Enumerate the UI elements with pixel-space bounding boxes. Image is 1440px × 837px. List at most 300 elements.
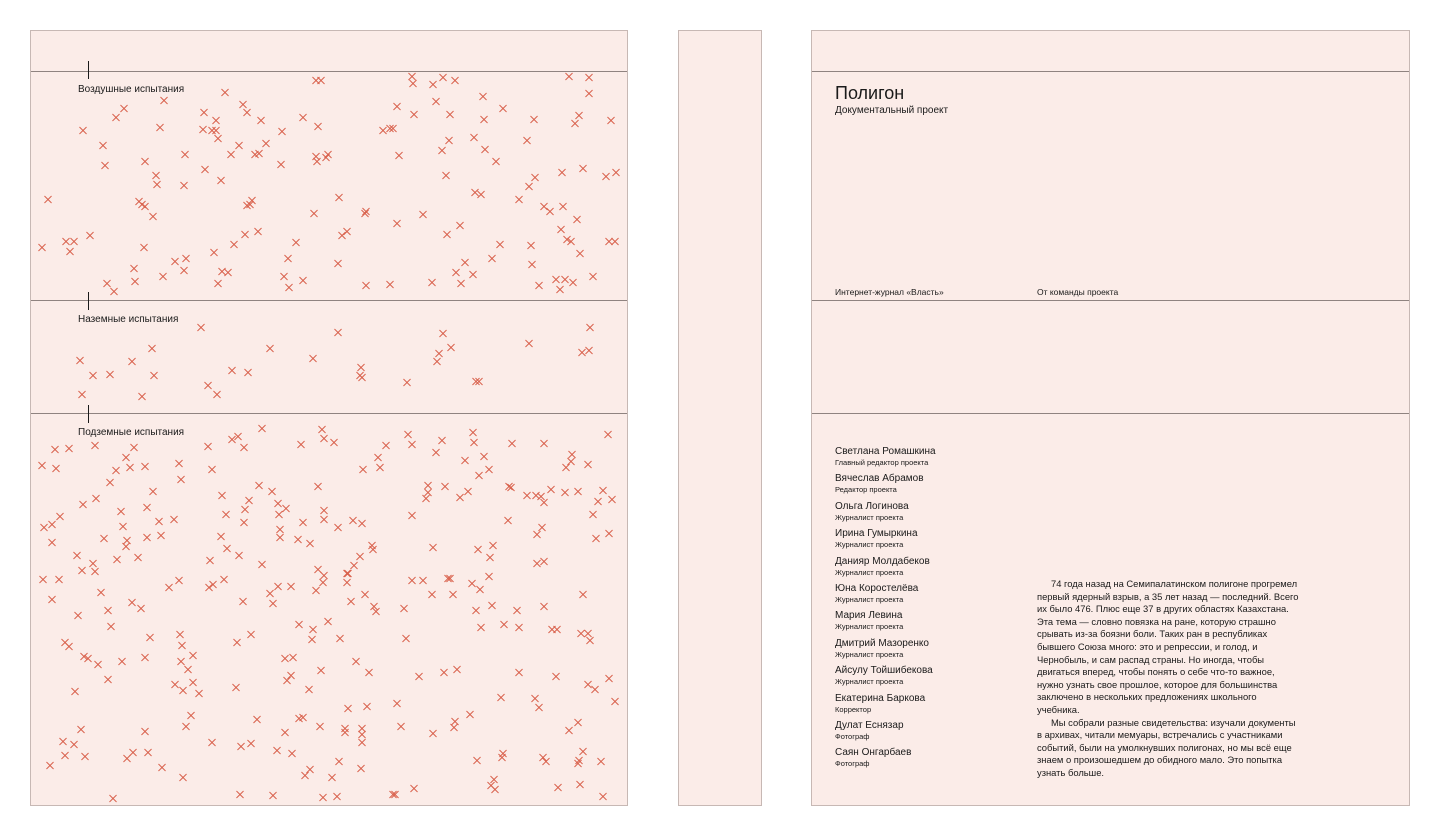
test-mark <box>461 457 469 465</box>
test-mark <box>471 189 479 197</box>
test-mark <box>530 115 538 123</box>
test-mark <box>464 488 472 496</box>
test-mark <box>295 620 303 628</box>
test-mark <box>285 284 293 292</box>
test-mark <box>568 451 576 459</box>
test-mark <box>611 698 619 706</box>
test-mark <box>65 444 73 452</box>
test-mark <box>415 673 423 681</box>
test-mark <box>540 440 548 448</box>
test-mark <box>456 222 464 230</box>
test-mark <box>310 210 318 218</box>
test-mark <box>239 597 247 605</box>
team-member <box>835 693 1025 720</box>
test-mark <box>122 454 130 462</box>
from-team-label: От команды проекта <box>1037 287 1119 297</box>
test-mark <box>128 358 136 366</box>
test-mark <box>515 624 523 632</box>
test-mark <box>313 157 321 165</box>
test-mark <box>255 481 263 489</box>
test-mark <box>591 686 599 694</box>
test-mark <box>513 607 521 615</box>
team-member <box>835 501 1025 528</box>
test-mark <box>362 208 370 216</box>
test-mark <box>365 669 373 677</box>
test-mark <box>452 268 460 276</box>
test-mark <box>141 157 149 165</box>
test-mark <box>220 575 228 583</box>
test-mark <box>38 244 46 252</box>
test-mark <box>344 704 352 712</box>
test-mark <box>335 758 343 766</box>
test-mark <box>584 460 592 468</box>
member-name: Данияр Молдабеков <box>835 555 930 567</box>
test-mark <box>176 630 184 638</box>
test-mark <box>277 161 285 169</box>
test-mark <box>344 570 352 578</box>
test-mark <box>389 124 397 132</box>
test-mark <box>573 216 581 224</box>
publisher-label: Интернет-журнал «Власть» <box>835 287 944 297</box>
test-mark <box>474 545 482 553</box>
divider <box>31 71 627 72</box>
test-mark <box>429 729 437 737</box>
test-mark <box>382 442 390 450</box>
test-mark <box>480 115 488 123</box>
test-mark <box>320 506 328 514</box>
test-mark <box>175 459 183 467</box>
test-mark <box>486 553 494 561</box>
test-mark <box>408 511 416 519</box>
test-mark <box>204 381 212 389</box>
test-mark <box>306 539 314 547</box>
test-mark <box>165 583 173 591</box>
test-mark <box>228 366 236 374</box>
test-mark <box>181 150 189 158</box>
test-mark <box>241 231 249 239</box>
test-mark <box>287 583 295 591</box>
test-mark <box>205 584 213 592</box>
test-mark <box>123 754 131 762</box>
test-mark <box>352 657 360 665</box>
section-tick <box>88 405 89 423</box>
test-mark <box>318 426 326 434</box>
test-mark <box>586 637 594 645</box>
test-mark <box>611 238 619 246</box>
test-mark <box>376 464 384 472</box>
test-mark <box>189 679 197 687</box>
test-mark <box>485 573 493 581</box>
test-mark <box>489 541 497 549</box>
test-mark <box>268 487 276 495</box>
test-mark <box>319 579 327 587</box>
test-mark <box>599 793 607 801</box>
test-mark <box>569 279 577 287</box>
test-mark <box>585 74 593 82</box>
test-mark <box>143 533 151 541</box>
test-mark <box>446 574 454 582</box>
project-panel <box>811 30 1410 806</box>
test-mark <box>284 254 292 262</box>
test-mark <box>472 607 480 615</box>
test-mark <box>138 392 146 400</box>
test-mark <box>496 240 504 248</box>
test-mark <box>189 651 197 659</box>
test-mark <box>239 101 247 109</box>
test-mark <box>288 749 296 757</box>
test-mark <box>171 257 179 265</box>
test-mark <box>314 483 322 491</box>
test-mark <box>565 72 573 80</box>
test-mark <box>247 740 255 748</box>
test-mark <box>428 591 436 599</box>
test-mark <box>204 443 212 451</box>
team-member <box>835 610 1025 637</box>
member-role: Редактор проекта <box>835 485 897 495</box>
test-mark <box>70 238 78 246</box>
test-mark <box>254 228 262 236</box>
test-mark <box>48 521 56 529</box>
test-mark <box>438 436 446 444</box>
team-member <box>835 556 1025 583</box>
test-mark <box>221 89 229 97</box>
test-mark <box>152 171 160 179</box>
test-mark <box>236 791 244 799</box>
test-mark <box>397 722 405 730</box>
test-mark <box>317 666 325 674</box>
test-mark <box>156 123 164 131</box>
test-mark <box>243 109 251 117</box>
test-mark <box>301 771 309 779</box>
test-mark <box>253 715 261 723</box>
test-mark <box>244 368 252 376</box>
test-mark <box>356 552 364 560</box>
test-mark <box>195 689 203 697</box>
test-mark <box>213 390 221 398</box>
test-mark <box>235 141 243 149</box>
test-mark <box>107 623 115 631</box>
test-mark <box>175 577 183 585</box>
test-mark <box>333 793 341 801</box>
divider <box>812 300 1409 301</box>
test-mark <box>180 182 188 190</box>
test-mark <box>442 171 450 179</box>
test-mark <box>358 730 366 738</box>
test-mark <box>97 588 105 596</box>
test-mark <box>99 142 107 150</box>
test-mark <box>589 272 597 280</box>
test-mark <box>135 198 143 206</box>
test-mark <box>143 504 151 512</box>
team-member <box>835 528 1025 555</box>
test-mark <box>435 349 443 357</box>
test-mark <box>89 559 97 567</box>
test-mark <box>106 478 114 486</box>
test-mark <box>497 693 505 701</box>
test-mark <box>604 431 612 439</box>
test-mark <box>118 658 126 666</box>
test-mark <box>79 126 87 134</box>
test-mark <box>257 117 265 125</box>
test-mark <box>184 665 192 673</box>
test-mark <box>86 232 94 240</box>
test-mark <box>424 481 432 489</box>
test-mark <box>539 753 547 761</box>
divider <box>812 413 1409 414</box>
test-mark <box>210 248 218 256</box>
test-mark <box>299 276 307 284</box>
page-title: Полигон <box>835 83 905 103</box>
test-mark <box>89 372 97 380</box>
test-mark <box>187 711 195 719</box>
test-mark <box>330 438 338 446</box>
test-mark <box>535 281 543 289</box>
test-mark <box>358 738 366 746</box>
test-mark <box>608 495 616 503</box>
test-mark <box>282 504 290 512</box>
test-mark <box>433 357 441 365</box>
test-mark <box>212 117 220 125</box>
test-mark <box>527 241 535 249</box>
test-mark <box>602 173 610 181</box>
test-mark <box>500 621 508 629</box>
test-mark <box>561 275 569 283</box>
test-mark <box>208 738 216 746</box>
test-mark <box>240 444 248 452</box>
test-mark <box>180 267 188 275</box>
test-mark <box>451 77 459 85</box>
test-mark <box>469 270 477 278</box>
test-mark <box>77 725 85 733</box>
test-mark <box>480 453 488 461</box>
test-mark <box>439 329 447 337</box>
test-mark <box>466 710 474 718</box>
test-mark <box>546 207 554 215</box>
test-mark <box>237 742 245 750</box>
test-mark <box>141 653 149 661</box>
test-mark <box>456 494 464 502</box>
test-mark <box>400 604 408 612</box>
team-member <box>835 638 1025 665</box>
test-mark <box>357 363 365 371</box>
test-mark <box>258 425 266 433</box>
test-mark <box>533 560 541 568</box>
test-mark <box>515 669 523 677</box>
test-mark <box>357 765 365 773</box>
test-mark <box>281 654 289 662</box>
test-mark <box>585 89 593 97</box>
test-mark <box>179 774 187 782</box>
test-mark <box>324 617 332 625</box>
test-mark <box>240 519 248 527</box>
test-mark <box>350 562 358 570</box>
test-mark <box>103 279 111 287</box>
test-mark <box>574 719 582 727</box>
test-mark <box>597 758 605 766</box>
test-mark <box>449 590 457 598</box>
test-mark <box>251 151 259 159</box>
intro-text <box>1037 578 1299 780</box>
intro-paragraph: Мы собрали разные свидетельства: изучали документы в архивах, читали мемуары, встречались с участниками событий, были на умолкнувших полигонах, но мы всё еще знаем о произошедшем до обидного мало. Это попытка узнать больше. <box>1037 716 1296 778</box>
test-mark <box>299 714 307 722</box>
test-mark <box>230 240 238 248</box>
test-mark <box>274 499 282 507</box>
test-mark <box>574 487 582 495</box>
test-mark <box>470 134 478 142</box>
test-mark <box>309 355 317 363</box>
member-name: Саян Онгарбаев <box>835 747 912 759</box>
test-mark <box>393 219 401 227</box>
test-mark <box>556 286 564 294</box>
test-mark <box>281 728 289 736</box>
test-mark <box>128 598 136 606</box>
test-mark <box>535 703 543 711</box>
test-mark <box>469 429 477 437</box>
test-mark <box>508 440 516 448</box>
test-mark <box>74 611 82 619</box>
test-mark <box>523 137 531 145</box>
test-mark <box>266 345 274 353</box>
member-name: Екатерина Баркова <box>835 692 926 704</box>
test-mark <box>160 96 168 104</box>
test-mark <box>537 493 545 501</box>
test-mark <box>131 277 139 285</box>
test-mark <box>393 103 401 111</box>
test-mark <box>447 343 455 351</box>
test-mark <box>119 523 127 531</box>
test-mark <box>39 575 47 583</box>
test-mark <box>44 195 52 203</box>
test-mark <box>150 372 158 380</box>
test-mark <box>498 754 506 762</box>
test-mark <box>182 254 190 262</box>
section-label-air: Воздушные испытания <box>78 84 185 95</box>
test-mark <box>334 523 342 531</box>
test-mark <box>308 636 316 644</box>
test-mark <box>453 665 461 673</box>
test-mark <box>492 158 500 166</box>
test-mark <box>335 194 343 202</box>
test-mark <box>235 552 243 560</box>
divider <box>31 413 627 414</box>
test-mark <box>233 639 241 647</box>
test-mark <box>419 211 427 219</box>
test-mark <box>338 232 346 240</box>
member-role: Фотограф <box>835 759 870 769</box>
test-mark <box>533 530 541 538</box>
test-mark <box>276 525 284 533</box>
test-mark <box>109 795 117 803</box>
test-mark <box>559 203 567 211</box>
test-mark <box>475 472 483 480</box>
test-mark <box>558 169 566 177</box>
test-mark <box>319 794 327 802</box>
test-mark <box>470 439 478 447</box>
test-mark <box>334 328 342 336</box>
test-mark <box>343 579 351 587</box>
member-role: Корректор <box>835 704 872 714</box>
test-mark <box>362 281 370 289</box>
member-role: Журналист проекта <box>835 540 904 550</box>
test-mark <box>266 589 274 597</box>
test-mark <box>208 465 216 473</box>
member-role: Главный редактор проекта <box>835 458 929 467</box>
team-member <box>835 446 1025 473</box>
test-mark <box>525 182 533 190</box>
test-mark <box>91 567 99 575</box>
test-mark <box>457 280 465 288</box>
test-mark <box>461 258 469 266</box>
test-mark <box>273 746 281 754</box>
team-member <box>835 583 1025 610</box>
test-mark <box>214 280 222 288</box>
test-mark <box>78 391 86 399</box>
test-mark <box>403 378 411 386</box>
test-mark <box>158 763 166 771</box>
test-mark <box>218 268 226 276</box>
team-list <box>835 446 1025 775</box>
test-mark <box>126 463 134 471</box>
divider <box>31 300 627 301</box>
test-mark <box>553 625 561 633</box>
test-mark <box>223 544 231 552</box>
test-mark <box>141 728 149 736</box>
test-mark <box>422 495 430 503</box>
test-mark <box>289 654 297 662</box>
team-member <box>835 473 1025 500</box>
test-mark <box>540 602 548 610</box>
test-mark <box>607 117 615 125</box>
test-mark <box>134 553 142 561</box>
test-mark <box>92 495 100 503</box>
test-mark <box>56 512 64 520</box>
test-mark <box>481 146 489 154</box>
test-mark <box>130 443 138 451</box>
test-mark <box>113 555 121 563</box>
test-mark <box>157 532 165 540</box>
test-mark <box>410 110 418 118</box>
test-mark <box>59 737 67 745</box>
test-mark <box>104 606 112 614</box>
test-mark <box>101 162 109 170</box>
test-mark <box>612 168 620 176</box>
test-mark <box>552 276 560 284</box>
test-mark <box>46 761 54 769</box>
team-member <box>835 747 1025 774</box>
test-mark <box>148 345 156 353</box>
test-mark <box>393 700 401 708</box>
test-mark <box>214 134 222 142</box>
test-mark <box>408 441 416 449</box>
test-mark <box>328 773 336 781</box>
test-mark <box>38 462 46 470</box>
divider <box>812 71 1409 72</box>
test-mark <box>262 139 270 147</box>
test-mark <box>217 176 225 184</box>
member-name: Юна Коростелёва <box>835 582 919 594</box>
test-mark <box>523 491 531 499</box>
test-mark <box>66 248 74 256</box>
test-mark <box>439 74 447 82</box>
test-mark <box>429 80 437 88</box>
team-member <box>835 665 1025 692</box>
test-mark <box>363 702 371 710</box>
test-mark <box>274 583 282 591</box>
test-mark <box>212 127 220 135</box>
test-mark <box>477 623 485 631</box>
test-mark <box>170 516 178 524</box>
test-mark <box>217 533 225 541</box>
